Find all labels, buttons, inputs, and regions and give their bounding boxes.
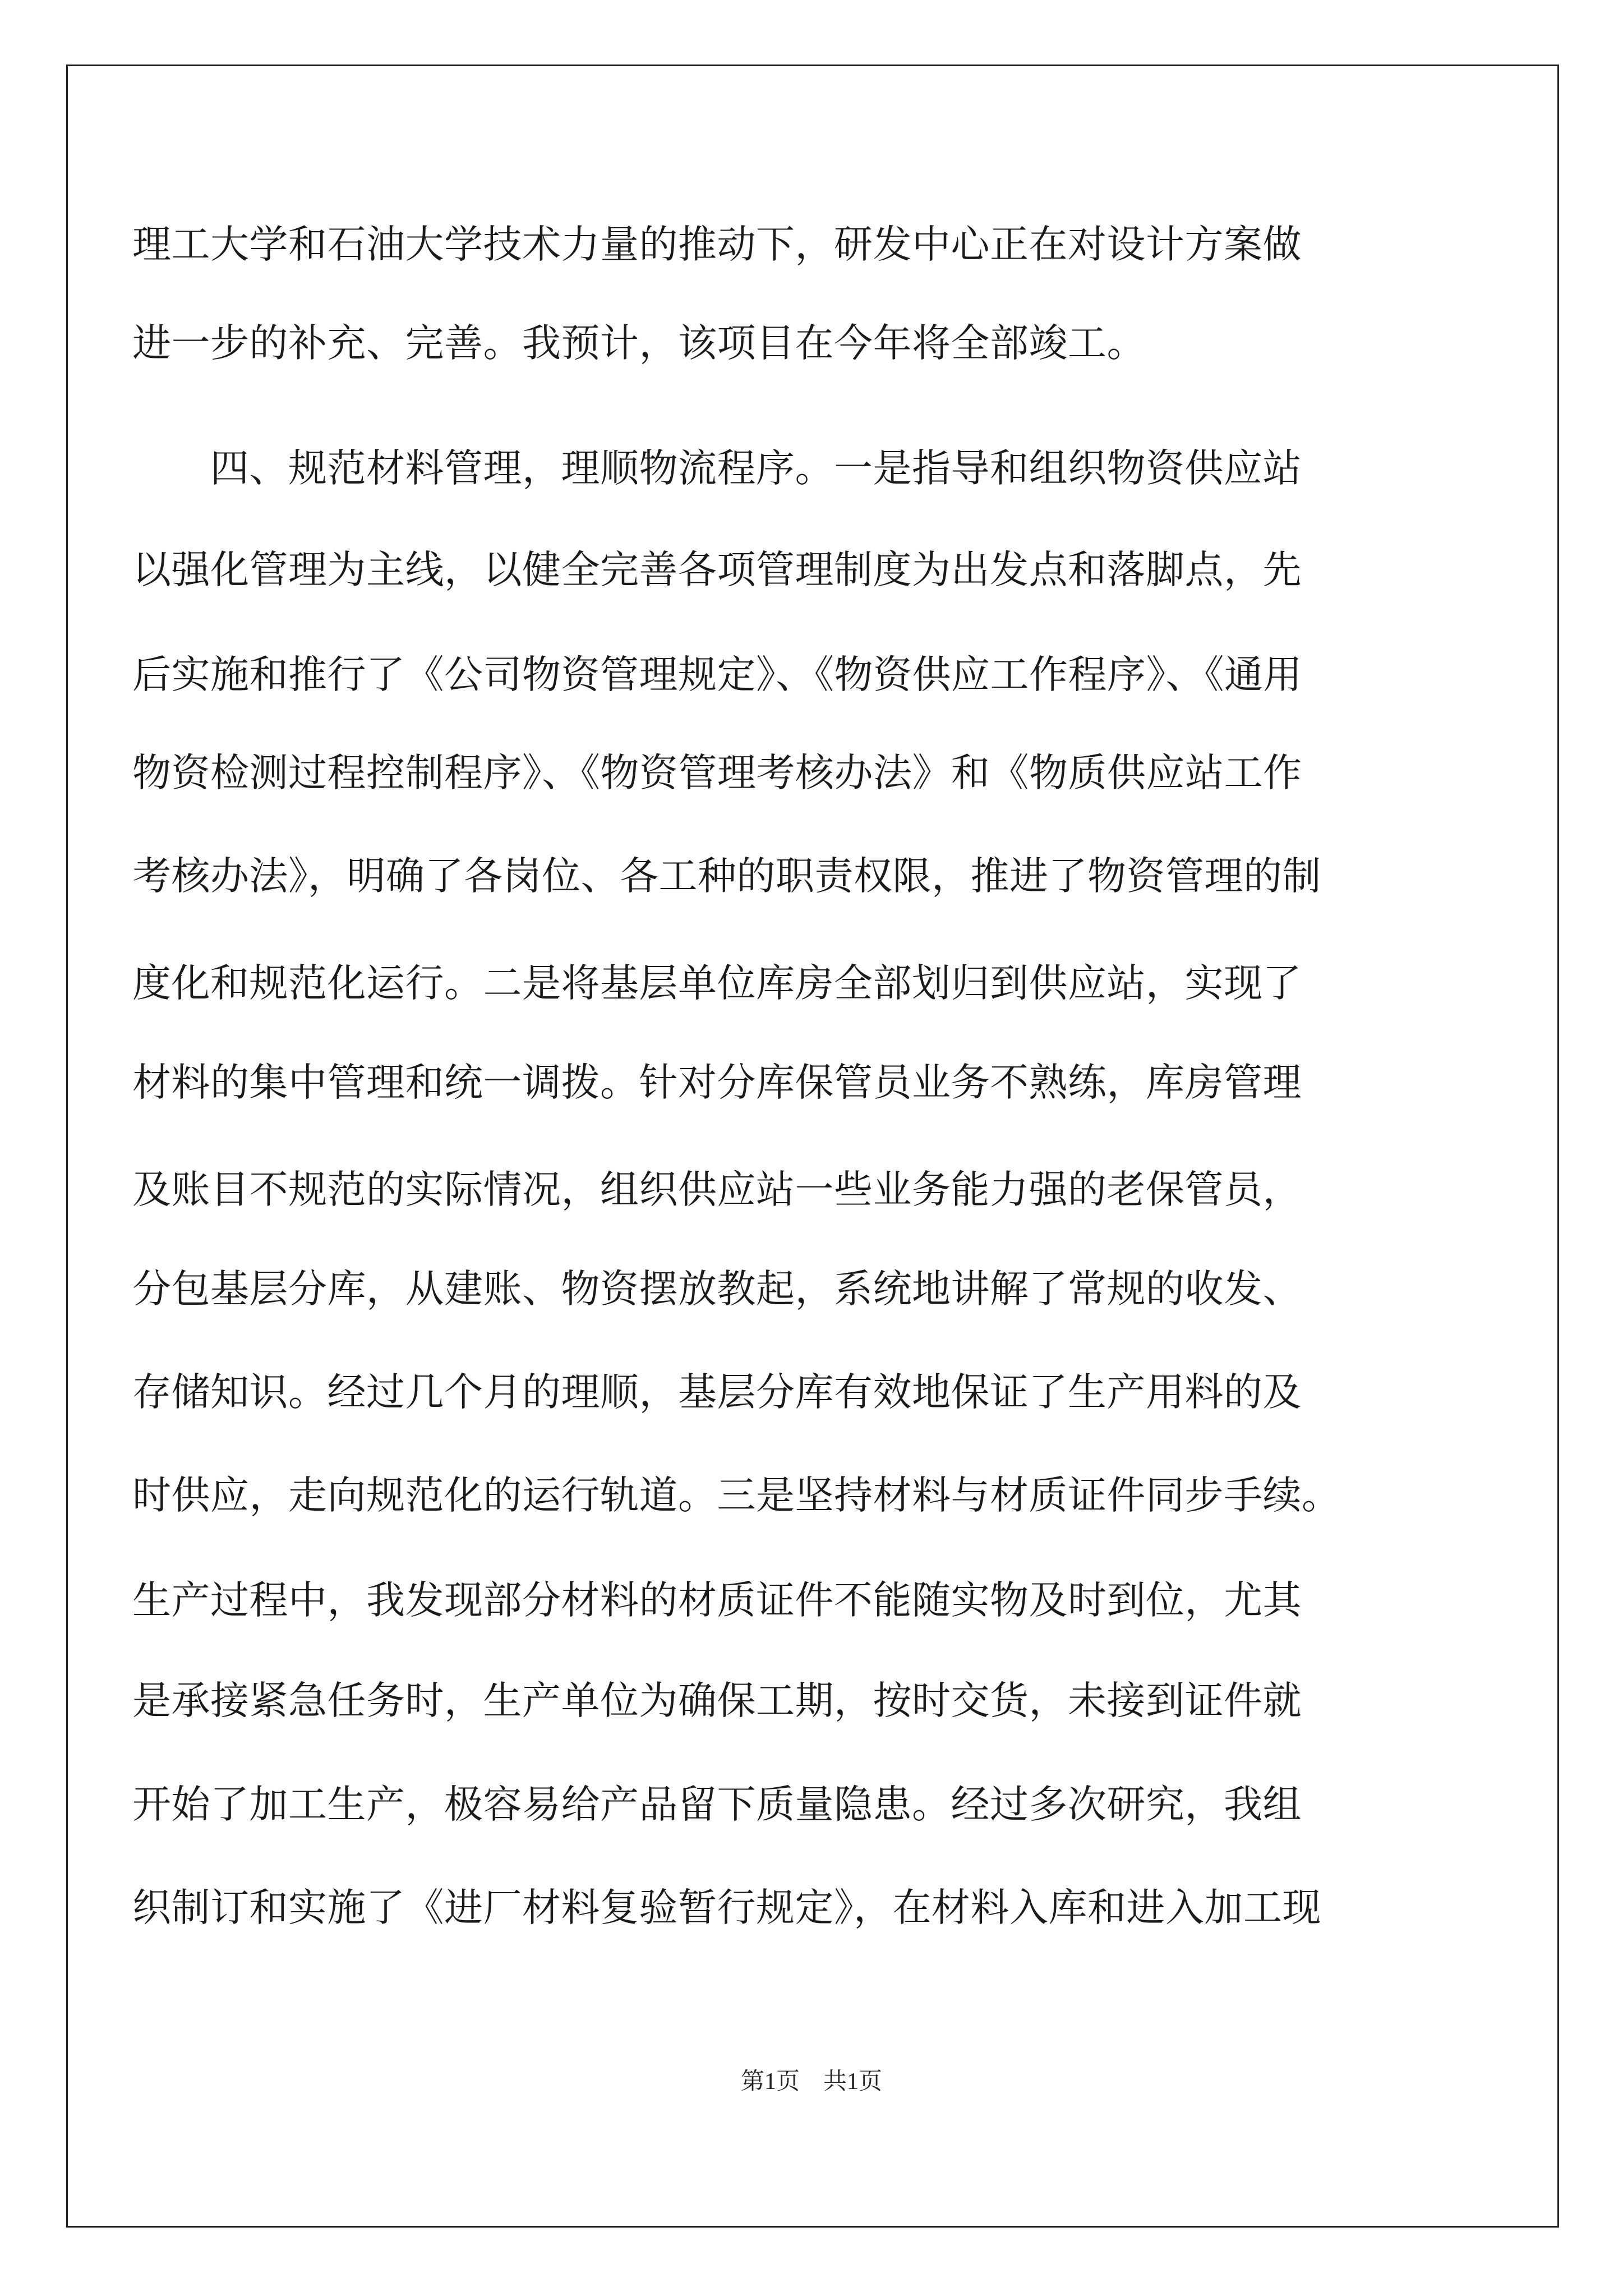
text-line: 时供应，走向规范化的运行轨道。三是坚持材料与材质证件同步手续。 — [132, 1473, 1341, 1518]
text-line: 是承接紧急任务时，生产单位为确保工期，按时交货，未接到证件就 — [132, 1678, 1302, 1723]
text-line: 度化和规范化运行。二是将基层单位库房全部划归到供应站，实现了 — [132, 961, 1302, 1006]
text-line: 存储知识。经过几个月的理顺，基层分库有效地保证了生产用料的及 — [132, 1370, 1302, 1415]
text-line: 织制订和实施了《进厂材料复验暂行规定》，在材料入库和进入加工现 — [132, 1885, 1321, 1930]
page-number-footer: 第1页 共1页 — [740, 2069, 882, 2095]
text-line: 材料的集中管理和统一调拨。针对分库保管员业务不熟练，库房管理 — [132, 1060, 1302, 1105]
text-line: 进一步的补充、完善。我预计，该项目在今年将全部竣工。 — [132, 321, 1146, 366]
text-line: 以强化管理为主线，以健全完善各项管理制度为出发点和落脚点，先 — [132, 547, 1302, 592]
text-line: 开始了加工生产，极容易给产品留下质量隐患。经过多次研究，我组 — [132, 1782, 1302, 1827]
text-line: 四、规范材料管理，理顺物流程序。一是指导和组织物资供应站 — [132, 446, 1302, 491]
text-line: 理工大学和石油大学技术力量的推动下，研发中心正在对设计方案做 — [132, 222, 1302, 267]
text-line: 分包基层分库，从建账、物资摆放教起，系统地讲解了常规的收发、 — [132, 1267, 1302, 1312]
text-line: 生产过程中，我发现部分材料的材质证件不能随实物及时到位，尤其 — [132, 1578, 1302, 1623]
text-line: 后实施和推行了《公司物资管理规定》、《物资供应工作程序》、《通用 — [132, 652, 1302, 697]
text-line: 考核办法》，明确了各岗位、各工种的职责权限，推进了物资管理的制 — [132, 854, 1321, 899]
text-line: 及账目不规范的实际情况，组织供应站一些业务能力强的老保管员， — [132, 1167, 1302, 1212]
text-line: 物资检测过程控制程序》、《物资管理考核办法》和《物质供应站工作 — [132, 751, 1302, 795]
